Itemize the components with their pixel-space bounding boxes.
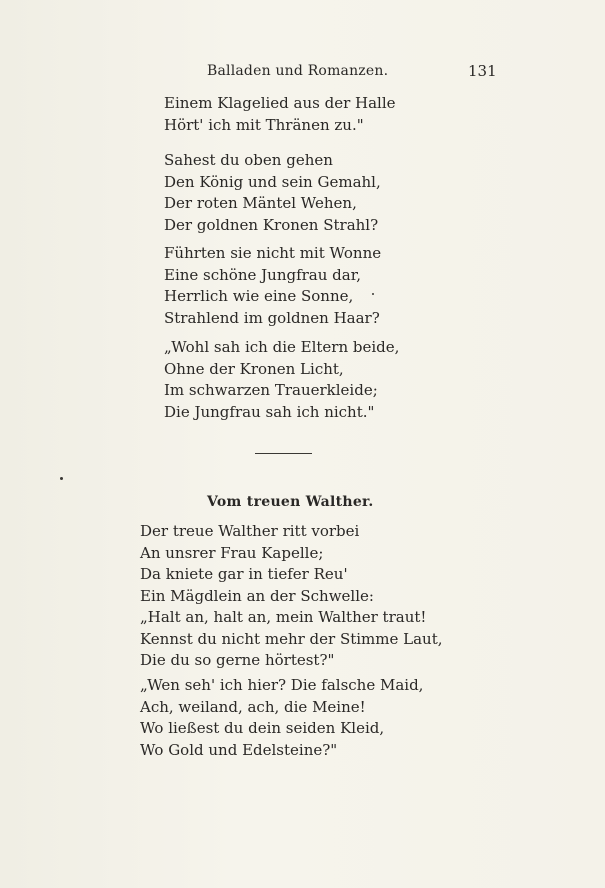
- ink-speck: [60, 477, 63, 480]
- stanza: [164, 150, 381, 236]
- verse-line: Eine schöne Jungfrau dar,: [164, 265, 362, 284]
- verse-line: Hört' ich mit Thränen zu.": [164, 115, 364, 134]
- verse-line: Im schwarzen Trauerkleide;: [164, 381, 378, 399]
- section-divider: [255, 453, 312, 454]
- verse-line: Der roten Mäntel Wehen,: [164, 194, 357, 212]
- stanza: [164, 93, 396, 136]
- verse-line: „Wen seh' ich hier? Die falsche Maid,: [140, 676, 424, 694]
- verse-line: „Wohl sah ich die Eltern beide,: [164, 338, 400, 356]
- verse-line: Einem Klagelied aus der Halle: [164, 94, 396, 112]
- page-number: 131: [468, 62, 497, 80]
- verse-line: „Halt an, halt an, mein Walther traut!: [140, 608, 427, 626]
- verse-line: Ohne der Kronen Licht,: [164, 359, 344, 378]
- stanza: [140, 521, 443, 672]
- verse-line: Wo ließest du dein seiden Kleid,: [140, 719, 385, 737]
- verse-line: Führten sie nicht mit Wonne: [164, 244, 382, 262]
- page-header: [0, 63, 605, 85]
- verse-line: Sahest du oben gehen: [164, 151, 333, 169]
- verse-line: Wo Gold und Edelsteine?": [140, 740, 338, 759]
- stanza: [164, 337, 399, 423]
- running-title: Balladen und Romanzen.: [207, 63, 389, 79]
- verse-line: Den König und sein Gemahl,: [164, 172, 381, 191]
- verse-line: Der treue Walther ritt vorbei: [140, 522, 360, 540]
- verse-line: Da kniete gar in tiefer Reu': [140, 565, 348, 583]
- poem-title: Vom treuen Walther.: [207, 494, 374, 510]
- stanza: [164, 243, 381, 329]
- verse-line: Der goldnen Kronen Strahl?: [164, 215, 379, 234]
- stanza: [140, 675, 423, 761]
- verse-line: Ein Mägdlein an der Schwelle:: [140, 586, 374, 605]
- verse-line: Herrlich wie eine Sonne,: [164, 287, 354, 305]
- ink-speck: [372, 293, 374, 295]
- verse-line: Ach, weiland, ach, die Meine!: [140, 697, 366, 716]
- verse-line: Kennst du nicht mehr der Stimme Laut,: [140, 629, 443, 648]
- verse-line: Die Jungfrau sah ich nicht.": [164, 402, 375, 421]
- verse-line: Strahlend im goldnen Haar?: [164, 308, 380, 327]
- verse-line: An unsrer Frau Kapelle;: [140, 543, 324, 562]
- verse-line: Die du so gerne hörtest?": [140, 651, 335, 669]
